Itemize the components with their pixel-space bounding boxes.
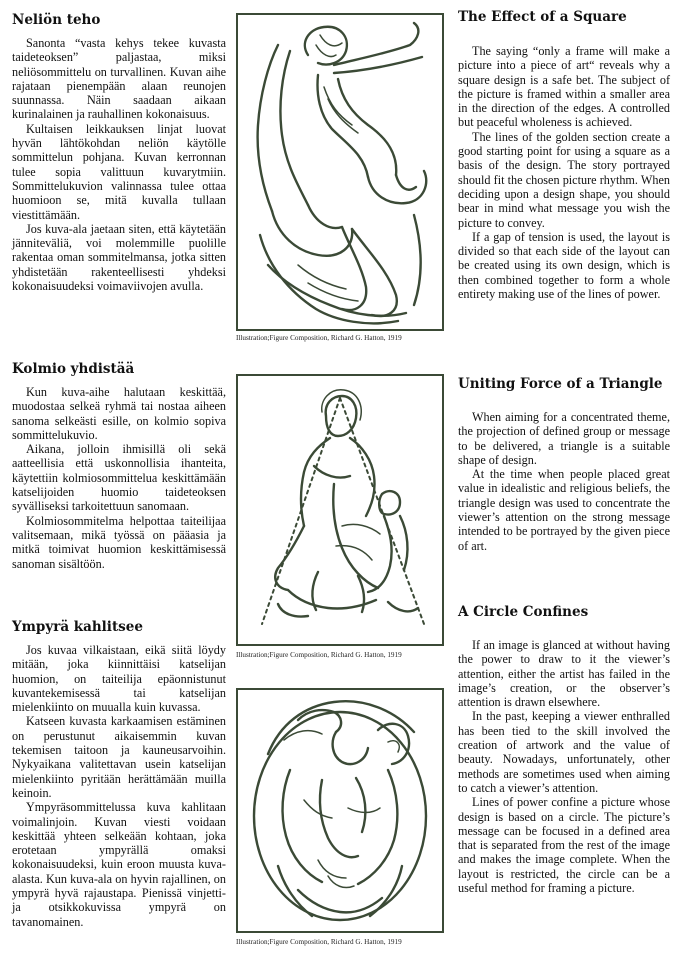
figure-caption: Illustration;Figure Composition, Richard G. Hatton, 1919 — [236, 334, 402, 342]
paragraph: Kultaisen leikkauksen linjat luovat hyvän lähtökohdan neliön käytölle sommittelun pohjana. Kuvan kerronnan tulee sopia valittuun kuvarytmiin. Sommittelukuvion valinnassa tulee ottaa huomioon se, mitä kuvalla tullaan viestittämään. — [12, 121, 226, 222]
paragraph: The saying “only a frame will make a picture into a piece of art“ reveals why a square design is a safe bet. The subject of the picture is framed within a smaller area in the direction of the edges. A controlled but peaceful wholeness is achieved. — [458, 44, 670, 130]
heading-circle-fi: Ympyrä kahlitsee — [12, 619, 143, 635]
paragraph: When aiming for a concentrated theme, the projection of defined group or message to be delivered, a triangle is a suitable shape of design. — [458, 410, 670, 467]
paragraph: Kun kuva-aihe halutaan keskittää, muodostaa selkeä ryhmä tai nostaa aiheen sanoma selkeästi esille, on kolmio sopiva sommittelukuvio. — [12, 385, 226, 442]
body-square-en — [458, 44, 670, 301]
figure-square-dancer — [236, 13, 444, 331]
heading-triangle-en: Uniting Force of a Triangle — [458, 376, 663, 392]
paragraph: If an image is glanced at without having the power to draw to it the viewer’s attention, either the artist has failed in the image’s creation, or the observer’s attention is drawn elsewhere. — [458, 638, 670, 710]
angels-illustration — [238, 690, 442, 931]
paragraph: Kolmiosommitelma helpottaa taiteilijaa valitsemaan, mikä työssä on pääasia ja mitkä toimivat huomion keskittämisessä sanoman sisältöön. — [12, 513, 226, 571]
heading-triangle-fi: Kolmio yhdistää — [12, 361, 135, 377]
paragraph: If a gap of tension is used, the layout is divided so that each side of the layout can be created using its own design, which is then combined together to form a whole entirety making use of the lines of power. — [458, 229, 670, 302]
paragraph: Jos kuvaa vilkaistaan, eikä siitä löydy mitään, joka kiinnittäisi katselijan huomion, on taiteilija epäonnistunut kuvantekemisessä tai katselijan mielenkiinto on muualla kuin kuvassa. — [12, 643, 226, 715]
madonna-illustration — [238, 376, 442, 644]
paragraph: Aikana, jolloin ihmisillä oli sekä aatteellisia että uskonnollisia ihanteita, käytettiin kolmiosommittelua keskittämään katselijoiden huomio taideteoksen syvälliseksi tarkoitettuun sanomaan. — [12, 442, 226, 514]
heading-circle-en: A Circle Confines — [458, 604, 589, 620]
body-triangle-fi — [12, 385, 226, 571]
paragraph: Ympyräsommittelussa kuva kahlitaan voimalinjoin. Kuvan viesti voidaan keskittää yhteen selkeään kohtaan, joka erotetaan ympyrällä omaksi kokonaisuudeksi, kuin eroon muusta kuva-alasta. Kun kuva-ala on hyvin rajallinen, on ympyrä hyvä rajaustapa. Pienissä vinjetti- ja otsikkokuvissa ympyrä on tavanomainen. — [12, 800, 226, 929]
paragraph: At the time when people placed great value in idealistic and religious beliefs, the triangle design was used to concentrate the viewer’s attention on the strong message intended to be portrayed by the given piece of art. — [458, 467, 670, 553]
paragraph: In the past, keeping a viewer enthralled has been tied to the skill involved the creation of artwork and the value of beauty. Nowadays, unfortunately, other methods are sometimes used when aiming to catch a viewer’s attention. — [458, 709, 670, 795]
body-square-fi — [12, 36, 226, 293]
body-circle-fi — [12, 643, 226, 929]
body-circle-en — [458, 638, 670, 895]
heading-square-fi: Neliön teho — [12, 12, 101, 28]
figure-caption: Illustration;Figure Composition, Richard G. Hatton, 1919 — [236, 938, 402, 946]
paragraph: Sanonta “vasta kehys tekee kuvasta taideteoksen” paljastaa, miksi neliösommittelu on turvallinen. Kuvan aihe rajataan pienempään alaan reunojen suunnassa. Näin saadaan aikaan kurinalainen ja rauhallinen kokonaisuus. — [12, 36, 226, 122]
paragraph: Lines of power confine a picture whose design is based on a circle. The picture’s message can be focused in a defined area that is separated from the rest of the image and makes the image complete. When the layout is restricted, the circle can be a useful method for framing a picture. — [458, 795, 670, 896]
heading-square-en: The Effect of a Square — [458, 9, 627, 25]
paragraph: Jos kuva-ala jaetaan siten, että käytetään jänniteväliä, voi molemmille puolille rakentaa oman sommitelmansa, jotka sitten yhdistetään rakenteellisesti yhdeksi kokonaisuudeksi voimaviivojen avulla. — [12, 221, 226, 294]
paragraph: The lines of the golden section create a good starting point for using a square as a basis of the design. The story portrayed should fit the chosen picture rhythm. When deciding upon a design shape, you should bear in mind what message you wish the picture to convey. — [458, 129, 670, 230]
figure-circle-angels — [236, 688, 444, 933]
paragraph: Katseen kuvasta karkaamisen estäminen on perustunut aikaisemmin kuvan tekemisen taitoon ja kauneusarvoihin. Nykyaikana valitettavan usein katselijan mielenkiinto pyritään herättämään muilla keinoin. — [12, 714, 226, 800]
figure-triangle-madonna — [236, 374, 444, 646]
figure-caption: Illustration;Figure Composition, Richard G. Hatton, 1919 — [236, 651, 402, 659]
dancer-illustration — [238, 15, 442, 329]
body-triangle-en — [458, 410, 670, 553]
